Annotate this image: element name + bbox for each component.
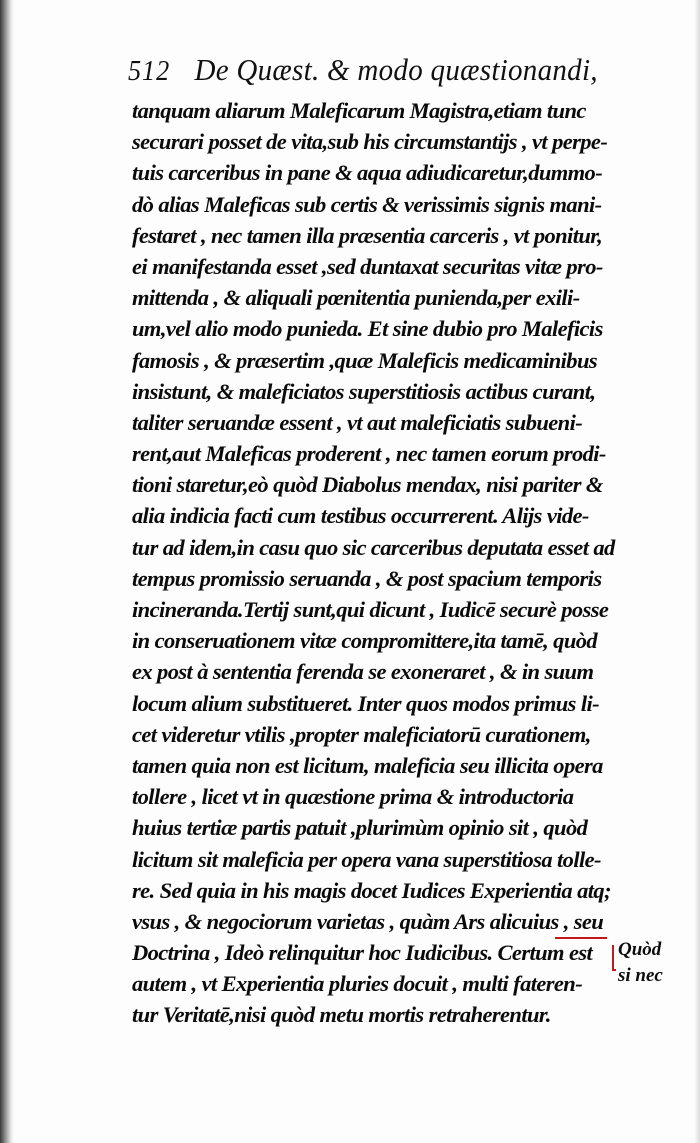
text-line: tuis carceribus in pane & aqua adiudicaretur,dummo- [132,160,603,186]
text-line: insistunt, & maleficiatos superstitiosis actibus curant, [132,378,596,404]
body-text [132,95,662,1031]
text-line: tioni staretur,eò quòd Diabolus mendax, nisi pariter & [132,472,603,498]
text-line: tamen quia non est licitum, maleficia seu illicita opera [132,752,603,778]
text-line: locum alium substitueret. Inter quos modos primus li- [132,690,600,716]
binding-gutter-shadow [0,0,14,1143]
catchword-line-2: si nec [618,965,663,986]
text-line: ex post à sententia ferenda se exoneraret , & in suum [132,659,594,685]
red-annotation-underline [555,937,607,939]
text-line: in conseruationem vitæ compromittere,ita tamē, quòd [132,628,598,654]
text-line: Doctrina , Ideò relinquitur hoc Iudicibus. Certum est [132,940,593,966]
text-line: dò alias Maleficas sub certis & verissimis signis mani- [132,191,602,217]
text-line: tur ad idem,in casu quo sic carceribus deputata esset ad [132,534,615,560]
page-edge-shadow [694,0,700,1143]
text-line: securari posset de vita,sub his circumstantijs , vt perpe- [132,129,608,155]
text-line: tanquam aliarum Maleficarum Magistra,etiam tunc [132,98,586,123]
text-line: re. Sed quia in his magis docet Iudices Experientia atq; [132,877,611,903]
text-line: taliter seruandæ essent , vt aut maleficiatis subueni- [132,409,583,435]
page-number: 512 [128,56,171,87]
text-line: rent,aut Maleficas proderent , nec tamen eorum prodi- [132,441,606,467]
text-line: um,vel alio modo punieda. Et sine dubio pro Maleficis [132,316,603,342]
text-line: autem , vt Experientia pluries docuit , multi fateren- [132,971,583,997]
text-line: licitum sit maleficia per opera vana superstitiosa tolle- [132,846,601,872]
running-head [128,52,596,96]
text-line: incineranda.Tertij sunt,qui dicunt , Iudicē securè posse [132,597,609,622]
marginal-catchword [618,937,678,989]
text-line-last: tur Veritatē,nisi quòd metu mortis retraherentur. [132,1002,551,1028]
text-line: huius tertiæ partis patuit ,plurimùm opinio sit , quòd [132,815,588,841]
text-line: ei manifestanda esset ,sed duntaxat securitas vitæ pro- [132,253,603,279]
text-line: mittenda , & aliquali pœnitentia punienda,per exili- [132,285,580,311]
text-line: vsus , & negociorum varietas , quàm Ars alicuius , seu [132,908,604,934]
text-line: cet videretur vtilis ,propter maleficiatorū curationem, [132,721,591,747]
text-line: famosis , & præsertim ,quæ Maleficis medicaminibus [132,347,598,373]
red-annotation-bracket [612,945,616,971]
text-line: festaret , nec tamen illa præsentia carceris , vt ponitur, [132,222,603,248]
catchword-line-1: Quòd [618,939,662,960]
text-line: tollere , licet vt in quæstione prima & introductoria [132,784,574,810]
running-title: De Quæst. & modo quæstionandi, [194,52,598,87]
text-line: tempus promissio seruanda , & post spacium temporis [132,565,602,591]
text-line: alia indicia facti cum testibus occurrerent. Alijs vide- [132,503,589,529]
